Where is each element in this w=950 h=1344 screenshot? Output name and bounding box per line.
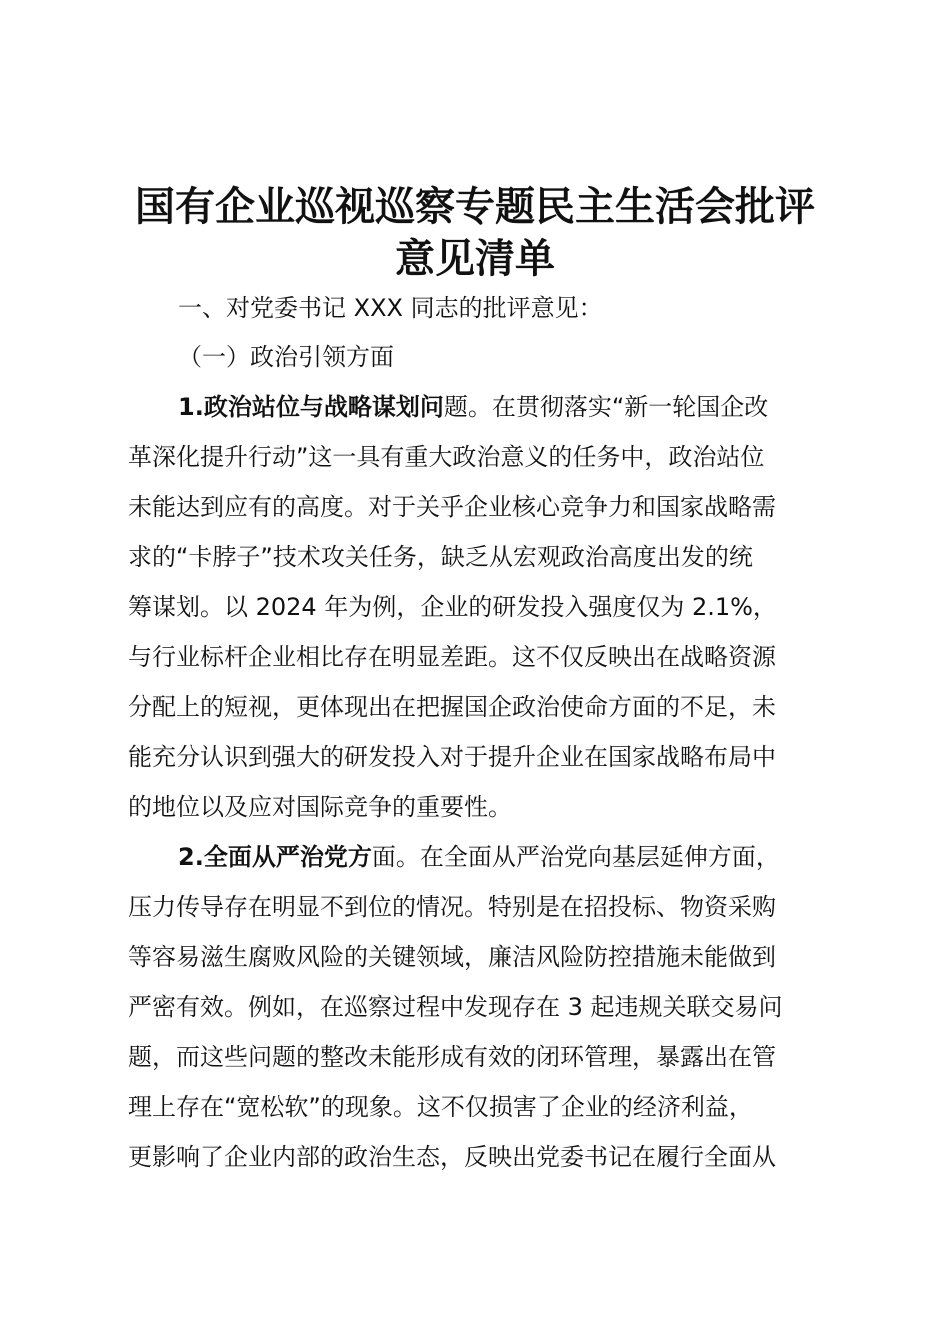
item1-bold-label: 1.政治站位与战略谋划问 (178, 393, 444, 421)
item1-first-line (178, 391, 878, 423)
document-title-line-1: 国有企业巡视巡察专题民主生活会批评 (135, 183, 815, 230)
item2-line: 更影响了企业内部的政治生态，反映出党委书记在履行全面从 (128, 1143, 776, 1171)
document-title-line-2: 意见清单 (395, 235, 555, 282)
item1-line: 的地位以及应对国际竞争的重要性。 (128, 793, 512, 821)
section-heading: 一、对党委书记 XXX 同志的批评意见： (178, 294, 603, 322)
item2-bold-label: 2.全面从严治党方 (178, 843, 372, 871)
item1-line: 能充分认识到强大的研发投入对于提升企业在国家战略布局中 (128, 743, 776, 771)
item1-line: 筹谋划。以 2024 年为例，企业的研发投入强度仅为 2.1%， (128, 593, 777, 621)
subsection-heading: （一）政治引领方面 (178, 343, 394, 371)
item2-line: 压力传导存在明显不到位的情况。特别是在招投标、物资采购 (128, 893, 776, 921)
item1-line: 与行业标杆企业相比存在明显差距。这不仅反映出在战略资源 (128, 643, 776, 671)
item2-line: 理上存在“宽松软”的现象。这不仅损害了企业的经济利益， (128, 1093, 753, 1121)
item1-line: 求的“卡脖子”技术攻关任务，缺乏从宏观政治高度出发的统 (128, 543, 753, 571)
item2-line: 面。在全面从严治党向基层延伸方面， (371, 843, 780, 871)
item1-line: 分配上的短视，更体现出在把握国企政治使命方面的不足，未 (128, 693, 776, 721)
item2-first-line (178, 841, 878, 873)
item1-line: 革深化提升行动”这一具有重大政治意义的任务中，政治站位 (128, 443, 765, 471)
item1-line: 未能达到应有的高度。对于关乎企业核心竞争力和国家战略需 (128, 493, 776, 521)
item1-line: 题。在贯彻落实“新一轮国企改 (443, 393, 769, 421)
item2-line: 严密有效。例如，在巡察过程中发现存在 3 起违规关联交易问 (128, 993, 783, 1021)
item2-line: 题，而这些问题的整改未能形成有效的闭环管理，暴露出在管 (128, 1043, 776, 1071)
item2-line: 等容易滋生腐败风险的关键领域，廉洁风险防控措施未能做到 (128, 943, 776, 971)
